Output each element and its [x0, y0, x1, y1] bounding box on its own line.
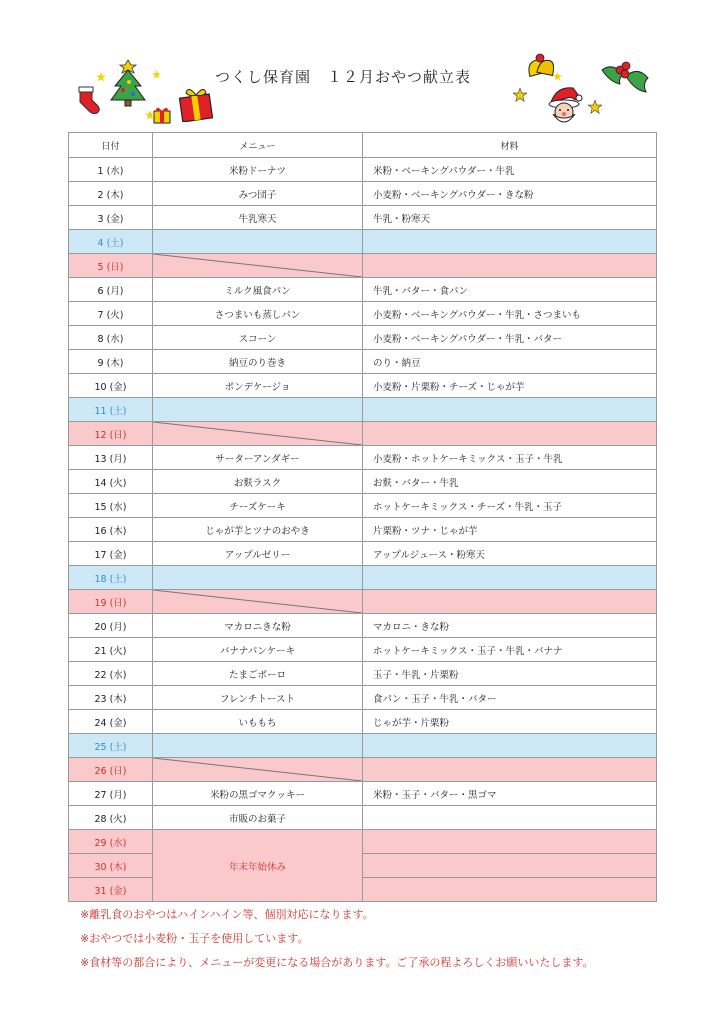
table-header-row — [69, 133, 657, 158]
menu-cell: バナナパンケーキ — [153, 638, 363, 662]
table-row — [69, 686, 657, 710]
materials-cell: 小麦粉・ベーキングパウダー・牛乳・バター — [363, 326, 657, 350]
date-cell: 10 (金) — [69, 374, 153, 398]
table-row — [69, 734, 657, 758]
materials-cell — [363, 254, 657, 278]
date-cell: 1 (水) — [69, 158, 153, 182]
table-row — [69, 518, 657, 542]
date-cell: 21 (火) — [69, 638, 153, 662]
menu-cell: じゃが芋とツナのおやき — [153, 518, 363, 542]
santa-icon — [543, 84, 585, 126]
date-cell: 12 (日) — [69, 422, 153, 446]
date-cell: 23 (木) — [69, 686, 153, 710]
materials-cell: ホットケーキミックス・玉子・牛乳・バナナ — [363, 638, 657, 662]
date-cell: 20 (月) — [69, 614, 153, 638]
snack-menu-table — [68, 132, 657, 902]
menu-cell: 市販のお菓子 — [153, 806, 363, 830]
materials-cell: ホットケーキミックス・チーズ・牛乳・玉子 — [363, 494, 657, 518]
gift-box-icon — [152, 104, 172, 124]
menu-cell: チーズケーキ — [153, 494, 363, 518]
table-row — [69, 806, 657, 830]
menu-cell: ミルク風食パン — [153, 278, 363, 302]
notes — [80, 903, 593, 975]
date-cell: 15 (水) — [69, 494, 153, 518]
date-cell: 31 (金) — [69, 878, 153, 902]
table-row — [69, 326, 657, 350]
table-row — [69, 614, 657, 638]
date-cell: 2 (木) — [69, 182, 153, 206]
date-cell: 14 (火) — [69, 470, 153, 494]
table-row — [69, 710, 657, 734]
table-row — [69, 782, 657, 806]
date-cell: 22 (水) — [69, 662, 153, 686]
date-cell: 29 (水) — [69, 830, 153, 854]
menu-cell: 牛乳寒天 — [153, 206, 363, 230]
table-row — [69, 302, 657, 326]
materials-cell — [363, 878, 657, 902]
menu-cell: マカロニきな粉 — [153, 614, 363, 638]
menu-cell — [153, 254, 363, 278]
star-icon — [96, 72, 106, 82]
menu-cell: たまごボーロ — [153, 662, 363, 686]
materials-cell: 米粉・ベーキングパウダー・牛乳 — [363, 158, 657, 182]
menu-cell: 米粉ドーナツ — [153, 158, 363, 182]
holiday-label-cell: 年末年始休み — [153, 830, 363, 902]
menu-cell — [153, 566, 363, 590]
star-icon — [513, 88, 527, 102]
menu-cell: 納豆のり巻き — [153, 350, 363, 374]
table-row — [69, 662, 657, 686]
date-cell: 5 (日) — [69, 254, 153, 278]
menu-cell — [153, 422, 363, 446]
christmas-tree-icon — [107, 56, 149, 108]
materials-cell: 牛乳・粉寒天 — [363, 206, 657, 230]
menu-cell — [153, 758, 363, 782]
date-cell: 13 (月) — [69, 446, 153, 470]
star-icon — [152, 70, 161, 79]
menu-cell — [153, 734, 363, 758]
table-row — [69, 230, 657, 254]
menu-cell: いももち — [153, 710, 363, 734]
materials-cell — [363, 398, 657, 422]
materials-cell: アップルジュース・粉寒天 — [363, 542, 657, 566]
table-row — [69, 494, 657, 518]
materials-cell — [363, 590, 657, 614]
materials-cell: 小麦粉・ベーキングパウダー・きな粉 — [363, 182, 657, 206]
date-cell: 25 (土) — [69, 734, 153, 758]
materials-cell: お麩・バター・牛乳 — [363, 470, 657, 494]
materials-cell — [363, 854, 657, 878]
table-row — [69, 398, 657, 422]
date-cell: 17 (金) — [69, 542, 153, 566]
table-row — [69, 566, 657, 590]
table-row — [69, 638, 657, 662]
star-icon — [145, 110, 155, 120]
date-cell: 4 (土) — [69, 230, 153, 254]
holly-icon — [598, 56, 652, 98]
date-cell: 11 (土) — [69, 398, 153, 422]
date-cell: 28 (火) — [69, 806, 153, 830]
table-row — [69, 590, 657, 614]
date-cell: 7 (火) — [69, 302, 153, 326]
materials-cell: 牛乳・バター・食パン — [363, 278, 657, 302]
date-cell: 26 (日) — [69, 758, 153, 782]
menu-cell — [153, 398, 363, 422]
materials-cell — [363, 830, 657, 854]
date-cell: 8 (水) — [69, 326, 153, 350]
menu-cell: ポンデケージョ — [153, 374, 363, 398]
table-row — [69, 278, 657, 302]
menu-cell: アップルゼリー — [153, 542, 363, 566]
header-materials: 材料 — [363, 133, 657, 158]
note-line: ※食材等の都合により、メニューが変更になる場合があります。ご了承の程よろしくお願いいたします。 — [80, 956, 594, 969]
materials-cell: 小麦粉・ホットケーキミックス・玉子・牛乳 — [363, 446, 657, 470]
menu-cell — [153, 230, 363, 254]
materials-cell: 玉子・牛乳・片栗粉 — [363, 662, 657, 686]
date-cell: 6 (月) — [69, 278, 153, 302]
table-row — [69, 830, 657, 854]
menu-cell: サーターアンダギー — [153, 446, 363, 470]
menu-cell: お麩ラスク — [153, 470, 363, 494]
page-title: つくし保育園 １２月おやつ献立表 — [215, 68, 472, 86]
materials-cell: 食パン・玉子・牛乳・バター — [363, 686, 657, 710]
materials-cell — [363, 566, 657, 590]
materials-cell — [363, 230, 657, 254]
table-row — [69, 758, 657, 782]
gift-box-icon — [178, 84, 214, 122]
table-row — [69, 422, 657, 446]
date-cell: 19 (日) — [69, 590, 153, 614]
header-date: 日付 — [69, 133, 153, 158]
materials-cell — [363, 806, 657, 830]
materials-cell — [363, 758, 657, 782]
menu-cell: スコーン — [153, 326, 363, 350]
table-row — [69, 374, 657, 398]
date-cell: 18 (土) — [69, 566, 153, 590]
materials-cell: 米粉・玉子・バター・黒ゴマ — [363, 782, 657, 806]
date-cell: 3 (金) — [69, 206, 153, 230]
materials-cell: 小麦粉・片栗粉・チーズ・じゃが芋 — [363, 374, 657, 398]
star-icon — [588, 100, 602, 114]
bell-icon — [522, 52, 556, 84]
table-row — [69, 182, 657, 206]
table-row — [69, 470, 657, 494]
stocking-icon — [74, 86, 104, 114]
menu-cell — [153, 590, 363, 614]
materials-cell — [363, 422, 657, 446]
menu-cell: フレンチトースト — [153, 686, 363, 710]
table-row — [69, 542, 657, 566]
materials-cell: マカロニ・きな粉 — [363, 614, 657, 638]
note-line: ※離乳食のおやつはハインハイン等、個別対応になります。 — [80, 908, 374, 921]
note-line: ※おやつでは小麦粉・玉子を使用しています。 — [80, 932, 309, 945]
menu-cell: 米粉の黒ゴマクッキー — [153, 782, 363, 806]
menu-cell: みつ団子 — [153, 182, 363, 206]
materials-cell: 片栗粉・ツナ・じゃが芋 — [363, 518, 657, 542]
header-menu: メニュー — [153, 133, 363, 158]
table-row — [69, 446, 657, 470]
materials-cell: 小麦粉・ベーキングパウダー・牛乳・さつまいも — [363, 302, 657, 326]
materials-cell: のり・納豆 — [363, 350, 657, 374]
materials-cell — [363, 734, 657, 758]
date-cell: 9 (木) — [69, 350, 153, 374]
table-row — [69, 350, 657, 374]
date-cell: 24 (金) — [69, 710, 153, 734]
date-cell: 16 (木) — [69, 518, 153, 542]
date-cell: 30 (木) — [69, 854, 153, 878]
table-row — [69, 206, 657, 230]
table-row — [69, 158, 657, 182]
star-icon — [553, 72, 562, 81]
table-row — [69, 254, 657, 278]
materials-cell: じゃが芋・片栗粉 — [363, 710, 657, 734]
date-cell: 27 (月) — [69, 782, 153, 806]
menu-cell: さつまいも蒸しパン — [153, 302, 363, 326]
